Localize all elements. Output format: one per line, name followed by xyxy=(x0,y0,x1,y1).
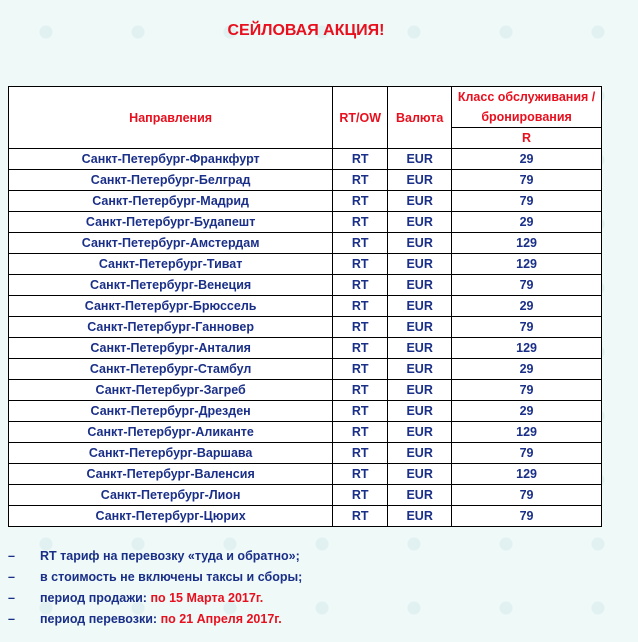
currency-cell: EUR xyxy=(388,401,452,422)
direction-cell: Санкт-Петербург-Загреб xyxy=(9,380,333,401)
currency-cell: EUR xyxy=(388,170,452,191)
table-row xyxy=(9,233,602,254)
table-row xyxy=(9,401,602,422)
header-class xyxy=(452,87,602,128)
header-class-code: R xyxy=(452,128,602,149)
currency-cell: EUR xyxy=(388,338,452,359)
currency-cell: EUR xyxy=(388,275,452,296)
note-text: RT тариф на перевозку «туда и обратно»; xyxy=(40,549,300,563)
rtow-cell: RT xyxy=(333,443,388,464)
table-row xyxy=(9,506,602,527)
price-cell: 79 xyxy=(452,317,602,338)
table-row xyxy=(9,149,602,170)
direction-cell: Санкт-Петербург-Ганновер xyxy=(9,317,333,338)
currency-cell: EUR xyxy=(388,380,452,401)
rtow-cell: RT xyxy=(333,233,388,254)
currency-cell: EUR xyxy=(388,359,452,380)
currency-cell: EUR xyxy=(388,464,452,485)
table-row xyxy=(9,275,602,296)
table-row xyxy=(9,464,602,485)
rtow-cell: RT xyxy=(333,422,388,443)
currency-cell: EUR xyxy=(388,233,452,254)
price-cell: 29 xyxy=(452,149,602,170)
table-row xyxy=(9,317,602,338)
price-cell: 129 xyxy=(452,464,602,485)
direction-cell: Санкт-Петербург-Анталия xyxy=(9,338,333,359)
direction-cell: Санкт-Петербург-Варшава xyxy=(9,443,333,464)
note-round-trip xyxy=(8,546,302,567)
note-taxes xyxy=(8,567,302,588)
direction-cell: Санкт-Петербург-Будапешт xyxy=(9,212,333,233)
note-label: период перевозки: xyxy=(40,612,161,626)
currency-cell: EUR xyxy=(388,296,452,317)
note-label: период продажи: xyxy=(40,591,151,605)
currency-cell: EUR xyxy=(388,191,452,212)
page-title: СЕЙЛОВАЯ АКЦИЯ! xyxy=(227,22,385,39)
price-cell: 129 xyxy=(452,233,602,254)
price-cell: 79 xyxy=(452,485,602,506)
rtow-cell: RT xyxy=(333,464,388,485)
note-dash: – xyxy=(8,612,15,626)
price-cell: 79 xyxy=(452,275,602,296)
note-dash: – xyxy=(8,570,15,584)
direction-cell: Санкт-Петербург-Валенсия xyxy=(9,464,333,485)
header-currency: Валюта xyxy=(388,87,452,149)
table-row xyxy=(9,359,602,380)
rtow-cell: RT xyxy=(333,170,388,191)
note-text: в стоимость не включены таксы и сборы; xyxy=(40,570,303,584)
price-cell: 29 xyxy=(452,296,602,317)
table-row xyxy=(9,422,602,443)
direction-cell: Санкт-Петербург-Лион xyxy=(9,485,333,506)
price-cell: 129 xyxy=(452,254,602,275)
table-row xyxy=(9,212,602,233)
currency-cell: EUR xyxy=(388,212,452,233)
table-row xyxy=(9,443,602,464)
rtow-cell: RT xyxy=(333,191,388,212)
price-cell: 129 xyxy=(452,338,602,359)
direction-cell: Санкт-Петербург-Венеция xyxy=(9,275,333,296)
table-row xyxy=(9,170,602,191)
header-class-line1: Класс обслуживания / xyxy=(457,90,596,104)
direction-cell: Санкт-Петербург-Аликанте xyxy=(9,422,333,443)
rtow-cell: RT xyxy=(333,212,388,233)
fares-body xyxy=(9,149,602,527)
currency-cell: EUR xyxy=(388,149,452,170)
note-dash: – xyxy=(8,591,15,605)
price-cell: 79 xyxy=(452,191,602,212)
price-cell: 29 xyxy=(452,212,602,233)
rtow-cell: RT xyxy=(333,296,388,317)
table-row xyxy=(9,485,602,506)
direction-cell: Санкт-Петербург-Дрезден xyxy=(9,401,333,422)
note-travel-period xyxy=(8,609,302,630)
notes-list xyxy=(8,546,302,630)
price-cell: 79 xyxy=(452,443,602,464)
currency-cell: EUR xyxy=(388,443,452,464)
table-row xyxy=(9,191,602,212)
rtow-cell: RT xyxy=(333,380,388,401)
note-dash: – xyxy=(8,549,15,563)
price-cell: 29 xyxy=(452,401,602,422)
table-row xyxy=(9,254,602,275)
table-row xyxy=(9,380,602,401)
currency-cell: EUR xyxy=(388,317,452,338)
currency-cell: EUR xyxy=(388,254,452,275)
fares-table xyxy=(8,86,602,527)
price-cell: 129 xyxy=(452,422,602,443)
price-cell: 29 xyxy=(452,359,602,380)
header-class-line2: бронирования xyxy=(481,110,572,124)
header-rtow: RT/OW xyxy=(333,87,388,149)
rtow-cell: RT xyxy=(333,401,388,422)
note-sale-period xyxy=(8,588,302,609)
table-header-row xyxy=(9,87,602,128)
currency-cell: EUR xyxy=(388,506,452,527)
table-row xyxy=(9,338,602,359)
sale-period-value: по 15 Марта 2017г. xyxy=(150,591,264,605)
direction-cell: Санкт-Петербург-Стамбул xyxy=(9,359,333,380)
direction-cell: Санкт-Петербург-Брюссель xyxy=(9,296,333,317)
direction-cell: Санкт-Петербург-Мадрид xyxy=(9,191,333,212)
currency-cell: EUR xyxy=(388,422,452,443)
rtow-cell: RT xyxy=(333,338,388,359)
price-cell: 79 xyxy=(452,380,602,401)
direction-cell: Санкт-Петербург-Белград xyxy=(9,170,333,191)
direction-cell: Санкт-Петербург-Франкфурт xyxy=(9,149,333,170)
rtow-cell: RT xyxy=(333,275,388,296)
rtow-cell: RT xyxy=(333,149,388,170)
table-row xyxy=(9,296,602,317)
rtow-cell: RT xyxy=(333,485,388,506)
currency-cell: EUR xyxy=(388,485,452,506)
price-cell: 79 xyxy=(452,506,602,527)
rtow-cell: RT xyxy=(333,254,388,275)
direction-cell: Санкт-Петербург-Амстердам xyxy=(9,233,333,254)
rtow-cell: RT xyxy=(333,359,388,380)
direction-cell: Санкт-Петербург-Тиват xyxy=(9,254,333,275)
travel-period-value: по 21 Апреля 2017г. xyxy=(160,612,282,626)
rtow-cell: RT xyxy=(333,506,388,527)
direction-cell: Санкт-Петербург-Цюрих xyxy=(9,506,333,527)
rtow-cell: RT xyxy=(333,317,388,338)
header-direction: Направления xyxy=(9,87,333,149)
price-cell: 79 xyxy=(452,170,602,191)
